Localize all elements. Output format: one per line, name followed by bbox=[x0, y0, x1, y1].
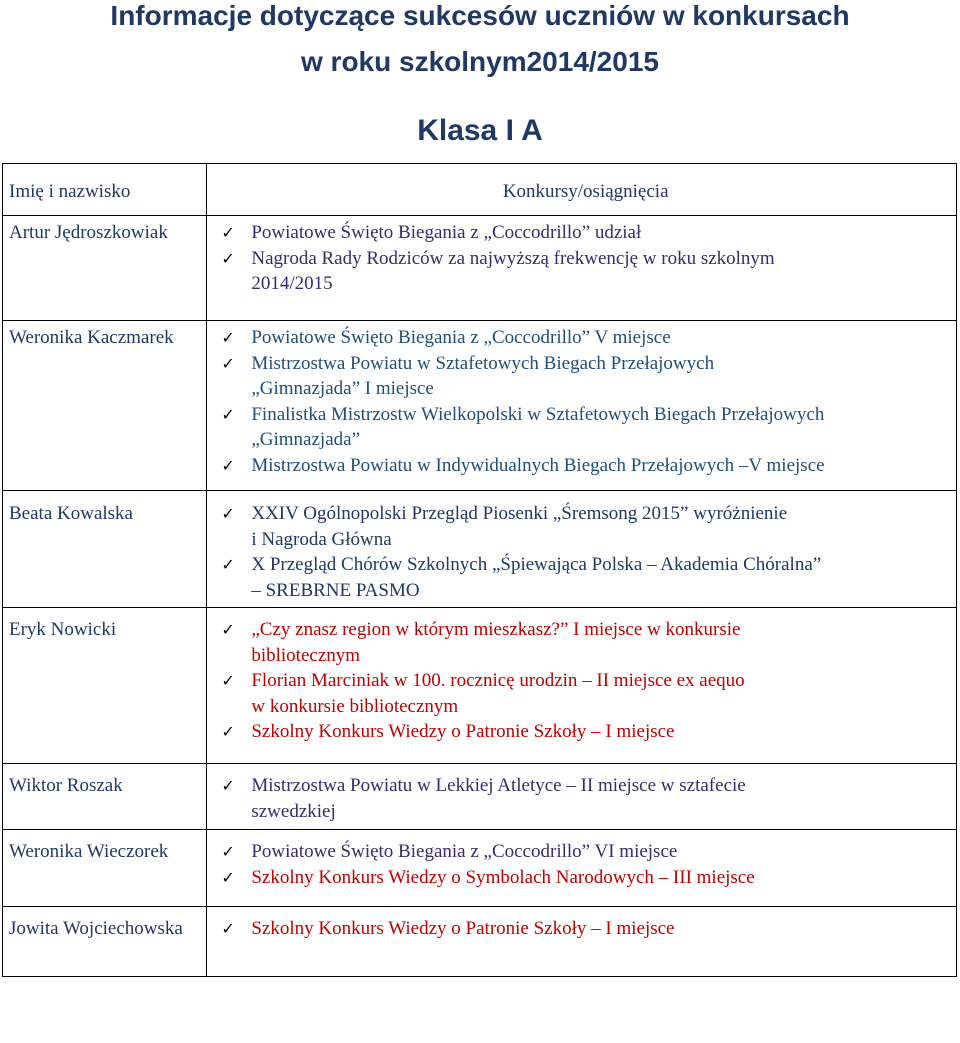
table-row bbox=[3, 907, 957, 977]
achievement-list bbox=[221, 501, 950, 603]
checkmark-icon: ✓ bbox=[221, 504, 235, 523]
achievement-list bbox=[221, 916, 950, 942]
achievement-item bbox=[221, 453, 950, 479]
table-row bbox=[3, 491, 957, 608]
checkmark-icon: ✓ bbox=[221, 455, 235, 475]
achievement-cell bbox=[207, 321, 957, 491]
checkmark-icon: ✓ bbox=[221, 722, 235, 742]
achievement-text: Mistrzostwa Powiatu w Lekkiej Atletyce – II miejsce w sztafecie bbox=[251, 775, 746, 796]
achievement-item bbox=[221, 552, 950, 603]
achievement-item bbox=[221, 325, 950, 351]
achievement-list bbox=[221, 773, 950, 824]
student-name: Jowita Wojciechowska bbox=[3, 907, 207, 977]
achievement-text: – SREBRNE PASMO bbox=[251, 579, 420, 601]
achievement-cell bbox=[207, 608, 957, 764]
achievement-text: Florian Marciniak w 100. rocznicę urodzin – II miejsce ex aequo bbox=[251, 670, 745, 692]
checkmark-icon: ✓ bbox=[221, 248, 235, 268]
achievement-text: XXIV Ogólnopolski Przegląd Piosenki „Śremsong 2015” wyróżnienie bbox=[251, 503, 788, 524]
achievement-text: Mistrzostwa Powiatu w Indywidualnych Biegach Przełajowych –V miejsce bbox=[251, 454, 825, 476]
checkmark-icon: ✓ bbox=[221, 867, 235, 887]
table-row bbox=[3, 830, 957, 907]
achievement-text: Powiatowe Święto Biegania z „Coccodrillo” VI miejsce bbox=[251, 841, 678, 862]
checkmark-icon: ✓ bbox=[221, 555, 235, 575]
achievement-item bbox=[221, 865, 950, 891]
page-title: Informacje dotyczące sukcesów uczniów w konkursach bbox=[110, 0, 850, 31]
achievement-text: Powiatowe Święto Biegania z „Coccodrillo” udział bbox=[251, 222, 642, 243]
achievement-cell bbox=[207, 907, 957, 977]
achievement-item bbox=[221, 916, 950, 942]
achievement-text: i Nagroda Główna bbox=[251, 528, 392, 550]
student-name: Weronika Wieczorek bbox=[3, 830, 207, 907]
student-name: Eryk Nowicki bbox=[3, 608, 207, 764]
achievement-text: Powiatowe Święto Biegania z „Coccodrillo” V miejsce bbox=[251, 327, 671, 348]
achievement-item bbox=[221, 246, 950, 297]
checkmark-icon: ✓ bbox=[221, 919, 235, 938]
achievement-text: Mistrzostwa Powiatu w Sztafetowych Biegach Przełajowych bbox=[251, 352, 715, 374]
checkmark-icon: ✓ bbox=[221, 620, 235, 639]
achievement-list bbox=[221, 839, 950, 890]
achievement-list bbox=[221, 325, 950, 479]
achievement-item bbox=[221, 402, 950, 453]
table-row bbox=[3, 764, 957, 830]
achievement-text: Finalistka Mistrzostw Wielkopolski w Sztafetowych Biegach Przełajowych bbox=[251, 403, 825, 425]
achievement-item bbox=[221, 839, 950, 865]
student-name: Artur Jędroszkowiak bbox=[3, 216, 207, 321]
achievement-cell bbox=[207, 491, 957, 608]
achievement-cell bbox=[207, 216, 957, 321]
achievement-text: bibliotecznym bbox=[251, 644, 361, 666]
achievement-text: szwedzkiej bbox=[251, 800, 336, 822]
achievement-item bbox=[221, 351, 950, 402]
table-row bbox=[3, 608, 957, 764]
achievement-item bbox=[221, 668, 950, 719]
achievement-text: „Czy znasz region w którym mieszkasz?” I miejsce w konkursie bbox=[251, 619, 741, 640]
achievement-item bbox=[221, 773, 950, 824]
achievement-text: Szkolny Konkurs Wiedzy o Symbolach Narodowych – III miejsce bbox=[251, 866, 755, 888]
achievement-list bbox=[221, 617, 950, 745]
achievement-text: 2014/2015 bbox=[251, 273, 333, 295]
checkmark-icon: ✓ bbox=[221, 776, 235, 795]
achievement-list bbox=[221, 220, 950, 297]
achievement-cell bbox=[207, 830, 957, 907]
checkmark-icon: ✓ bbox=[221, 353, 235, 373]
achievement-text: „Gimnazjada” I miejsce bbox=[251, 378, 434, 400]
table-header-row bbox=[3, 164, 957, 216]
achievement-text: Szkolny Konkurs Wiedzy o Patronie Szkoły – I miejsce bbox=[251, 918, 675, 939]
student-name: Wiktor Roszak bbox=[3, 764, 207, 830]
achievement-cell bbox=[207, 764, 957, 830]
achievement-text: Nagroda Rady Rodziców za najwyższą frekwencję w roku szkolnym bbox=[251, 247, 775, 269]
achievements-table bbox=[2, 163, 957, 977]
student-name: Beata Kowalska bbox=[3, 491, 207, 608]
checkmark-icon: ✓ bbox=[221, 842, 235, 861]
student-name: Weronika Kaczmarek bbox=[3, 321, 207, 491]
checkmark-icon: ✓ bbox=[221, 404, 235, 424]
checkmark-icon: ✓ bbox=[221, 671, 235, 691]
achievement-item bbox=[221, 220, 950, 246]
checkmark-icon: ✓ bbox=[221, 223, 235, 242]
achievement-text: „Gimnazjada” bbox=[251, 429, 360, 451]
table-row bbox=[3, 321, 957, 491]
checkmark-icon: ✓ bbox=[221, 328, 235, 347]
class-title: Klasa I A bbox=[417, 114, 543, 147]
achievement-text: w konkursie bibliotecznym bbox=[251, 695, 459, 717]
achievement-item bbox=[221, 719, 950, 745]
achievement-item bbox=[221, 617, 950, 668]
header-name: Imię i nazwisko bbox=[3, 164, 207, 216]
page-subtitle: w roku szkolnym2014/2015 bbox=[301, 46, 659, 77]
achievement-item bbox=[221, 501, 950, 552]
achievement-text: X Przegląd Chórów Szkolnych „Śpiewająca Polska – Akademia Chóralna” bbox=[251, 554, 822, 576]
achievement-text: Szkolny Konkurs Wiedzy o Patronie Szkoły – I miejsce bbox=[251, 721, 675, 743]
header-achievements: Konkursy/osiągnięcia bbox=[207, 164, 957, 216]
table-row bbox=[3, 216, 957, 321]
